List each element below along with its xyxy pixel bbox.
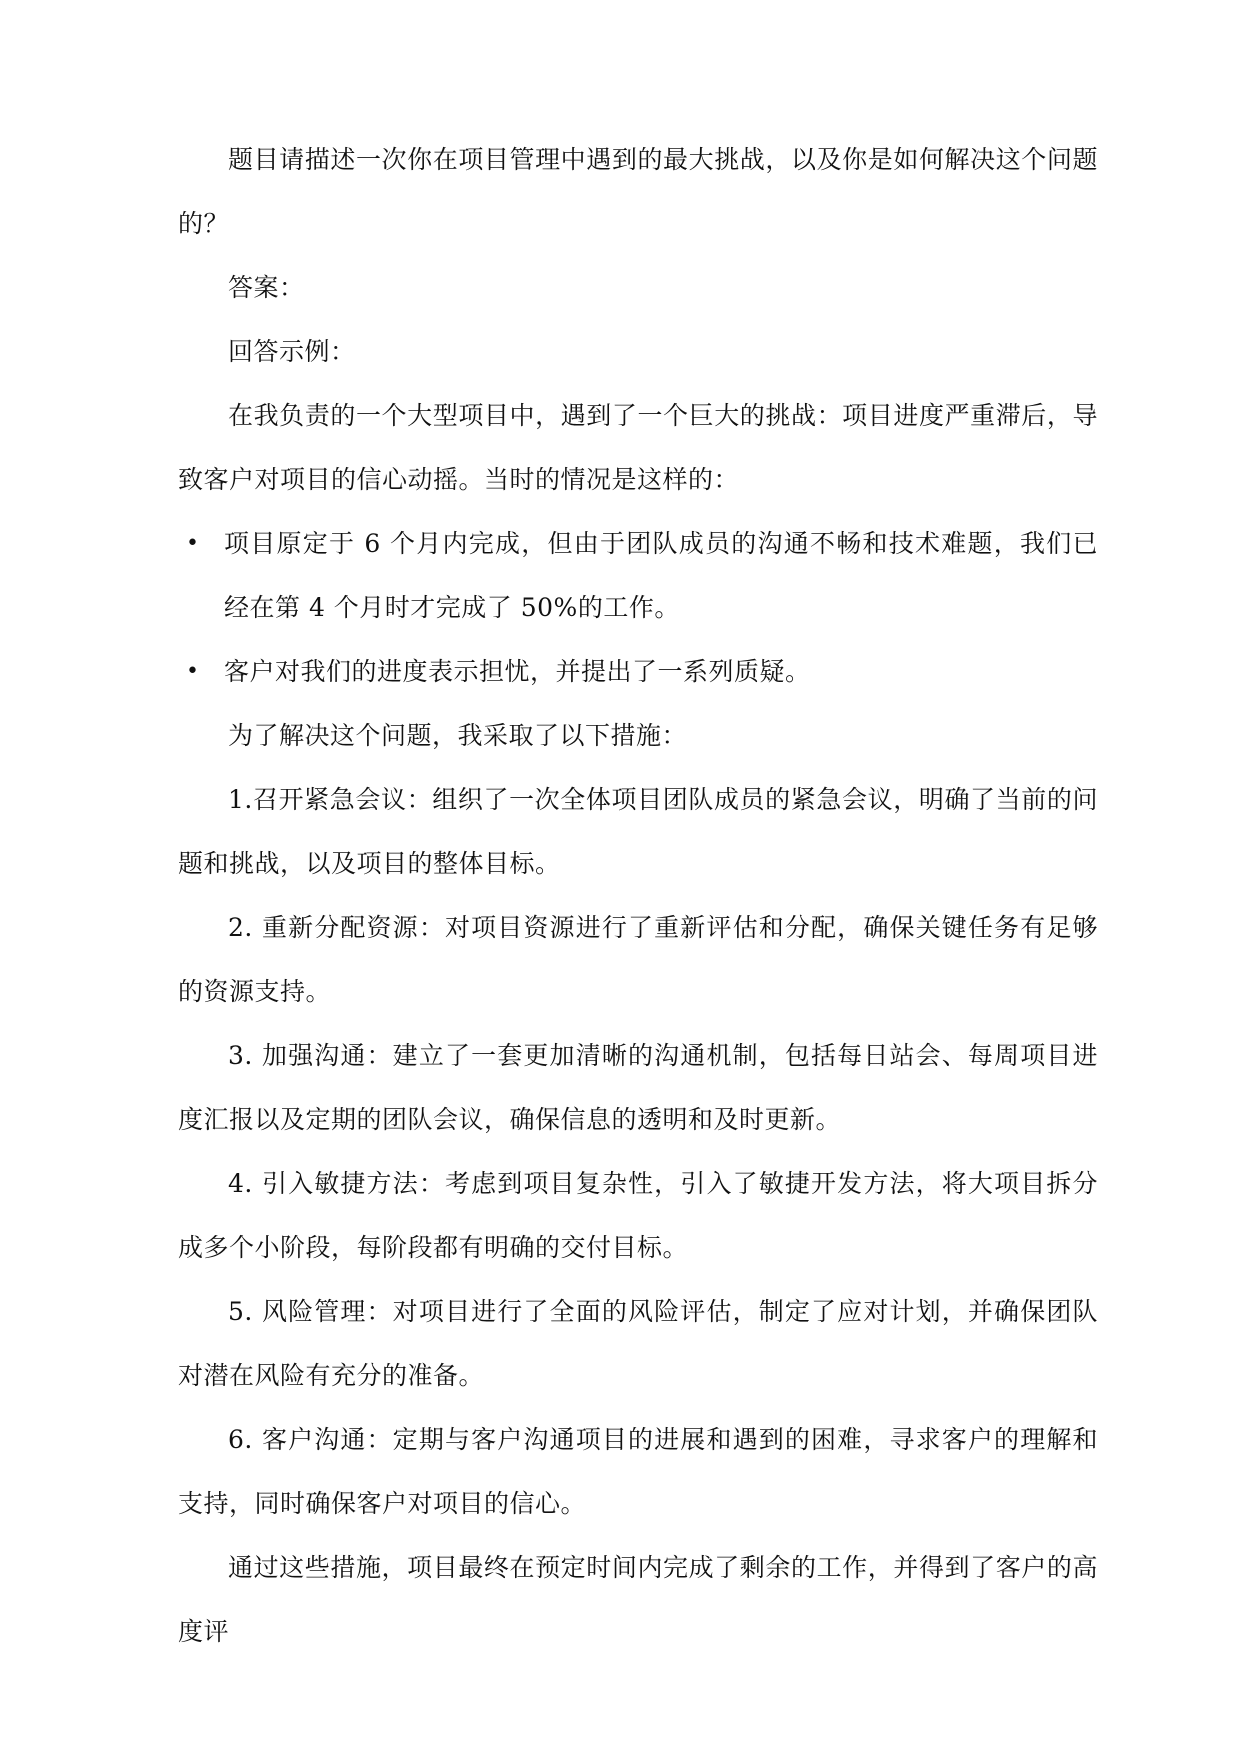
list-item-text: 客户对我们的进度表示担忧，并提出了一系列质疑。 <box>224 657 811 686</box>
measure-item: 2. 重新分配资源：对项目资源进行了重新评估和分配，确保关键任务有足够的资源支持。 <box>178 913 1098 1006</box>
measure-item: 3. 加强沟通：建立了一套更加清晰的沟通机制，包括每日站会、每周项目进度汇报以及定期的团队会议，确保信息的透明和及时更新。 <box>178 1041 1098 1134</box>
situation-list <box>178 512 1098 704</box>
list-item <box>178 512 1098 640</box>
bullet-icon: • <box>186 531 200 556</box>
measure-item: 6. 客户沟通：定期与客户沟通项目的进展和遇到的困难，寻求客户的理解和支持，同时确保客户对项目的信心。 <box>178 1425 1098 1518</box>
list-item <box>178 640 1098 704</box>
conclusion-paragraph: 通过这些措施，项目最终在预定时间内完成了剩余的工作，并得到了客户的高度评 <box>178 1553 1098 1646</box>
measure-item: 4. 引入敏捷方法：考虑到项目复杂性，引入了敏捷开发方法，将大项目拆分成多个小阶段，每阶段都有明确的交付目标。 <box>178 1169 1098 1262</box>
intro-paragraph: 在我负责的一个大型项目中，遇到了一个巨大的挑战：项目进度严重滞后，导致客户对项目的信心动摇。当时的情况是这样的： <box>178 401 1098 494</box>
list-item-text: 项目原定于 6 个月内完成，但由于团队成员的沟通不畅和技术难题，我们已经在第 4 个月时才完成了 50%的工作。 <box>224 529 1098 622</box>
measure-item: 1.召开紧急会议：组织了一次全体项目团队成员的紧急会议，明确了当前的问题和挑战，以及项目的整体目标。 <box>178 785 1098 878</box>
answer-label: 答案： <box>228 273 305 302</box>
document-body <box>178 128 1098 1664</box>
question-text: 题目请描述一次你在项目管理中遇到的最大挑战，以及你是如何解决这个问题的？ <box>178 145 1098 238</box>
example-label: 回答示例： <box>228 337 356 366</box>
bullet-icon: • <box>186 659 200 684</box>
measure-item: 5. 风险管理：对项目进行了全面的风险评估，制定了应对计划，并确保团队对潜在风险有充分的准备。 <box>178 1297 1098 1390</box>
measures-intro: 为了解决这个问题，我采取了以下措施： <box>228 721 688 750</box>
